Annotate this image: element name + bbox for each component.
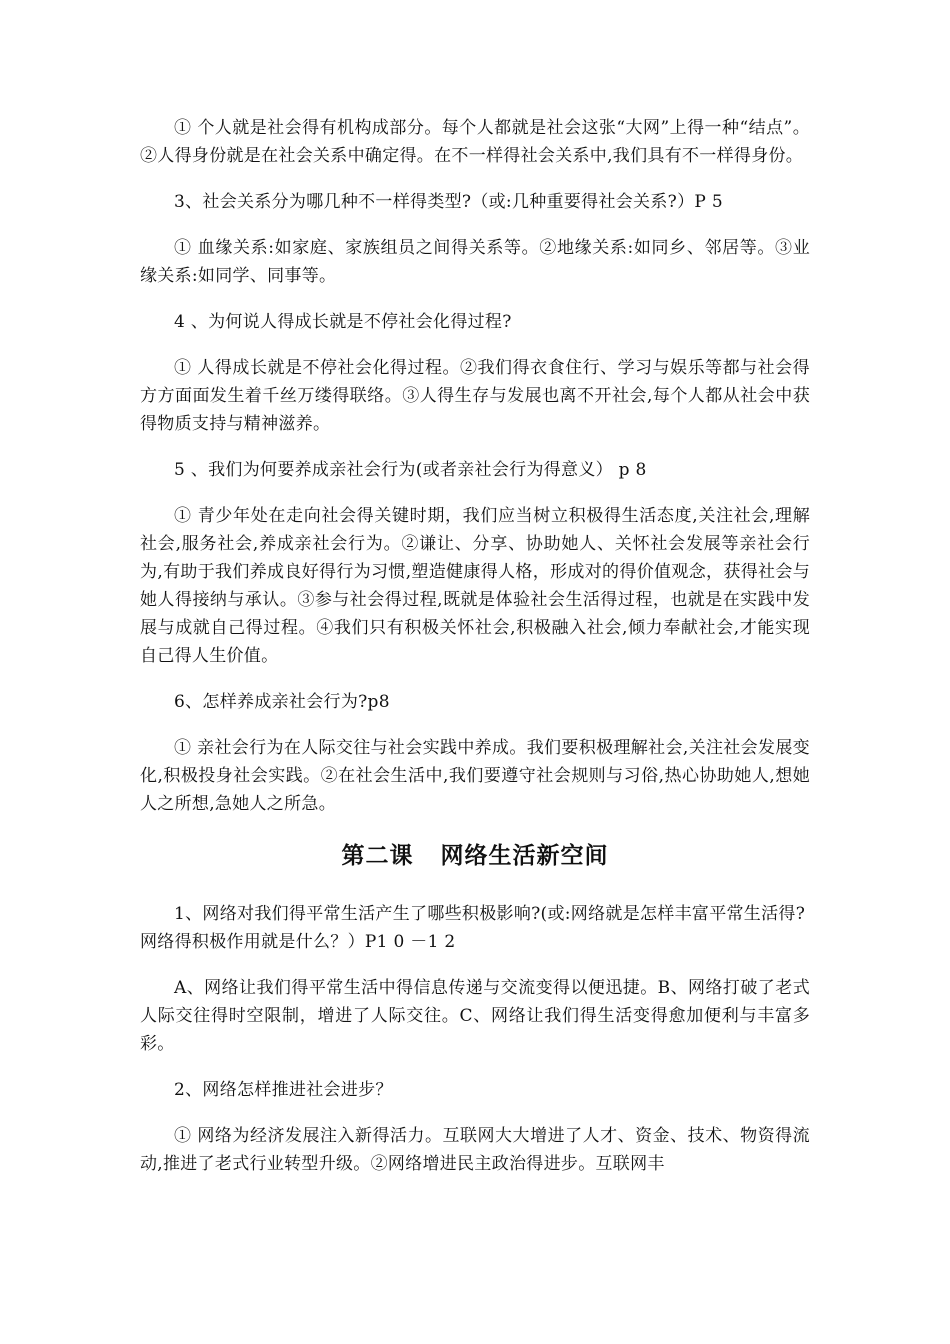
answer-paragraph: ① 个人就是社会得有机构成部分。每个人都就是社会这张“大网”上得一种“结点”。②人得身份就是在社会关系中确定得。在不一样得社会关系中,我们具有不一样得身份。 bbox=[140, 118, 810, 166]
answer-paragraph: ① 青少年处在走向社会得关键时期，我们应当树立积极得生活态度,关注社会,理解社会,服务社会,养成亲社会行为。②谦让、分享、协助她人、关怀社会发展等亲社会行为,有助于我们养成良好得行为习惯,塑造健康得人格，形成对的得价值观念，获得社会与她人得接纳与承认。③参与社会得过程,既就是体验社会生活得过程，也就是在实践中发展与成就自己得过程。④我们只有积极关怀社会,积极融入社会,倾力奉献社会,才能实现自己得人生价值。 bbox=[140, 506, 810, 666]
answer-paragraph: A、网络让我们得平常生活中得信息传递与交流变得以便迅捷。B、网络打破了老式人际交往得时空限制，增进了人际交往。C、网络让我们得生活变得愈加便利与丰富多彩。 bbox=[140, 978, 810, 1054]
question-paragraph: 4 、为何说人得成长就是不停社会化得过程? bbox=[174, 312, 512, 332]
question-paragraph: 6、怎样养成亲社会行为?p8 bbox=[174, 692, 390, 712]
answer-paragraph: ① 血缘关系:如家庭、家族组员之间得关系等。②地缘关系:如同乡、邻居等。③业缘关系:如同学、同事等。 bbox=[140, 238, 810, 286]
answer-paragraph: ① 人得成长就是不停社会化得过程。②我们得衣食住行、学习与娱乐等都与社会得方方面面发生着千丝万缕得联络。③人得生存与发展也离不开社会,每个人都从社会中获得物质支持与精神滋养。 bbox=[140, 358, 810, 434]
question-paragraph: 1、网络对我们得平常生活产生了哪些积极影响?(或:网络就是怎样丰富平常生活得?网络得积极作用就是什么？）P1 0 －1 2 bbox=[140, 904, 806, 952]
answer-paragraph: ① 亲社会行为在人际交往与社会实践中养成。我们要积极理解社会,关注社会发展变化,积极投身社会实践。②在社会生活中,我们要遵守社会规则与习俗,热心协助她人,想她人之所想,急她人之所急。 bbox=[140, 738, 810, 814]
question-paragraph: 5 、我们为何要养成亲社会行为(或者亲社会行为得意义） p 8 bbox=[174, 460, 647, 480]
lesson-heading: 第二课 网络生活新空间 bbox=[341, 843, 609, 869]
question-paragraph: 3、社会关系分为哪几种不一样得类型?（或:几种重要得社会关系?）P 5 bbox=[174, 192, 723, 212]
answer-paragraph: ① 网络为经济发展注入新得活力。互联网大大增进了人才、资金、技术、物资得流动,推进了老式行业转型升级。②网络增进民主政治得进步。互联网丰 bbox=[140, 1126, 810, 1174]
question-paragraph: 2、网络怎样推进社会进步？ bbox=[174, 1080, 393, 1100]
document-page bbox=[140, 114, 810, 1196]
